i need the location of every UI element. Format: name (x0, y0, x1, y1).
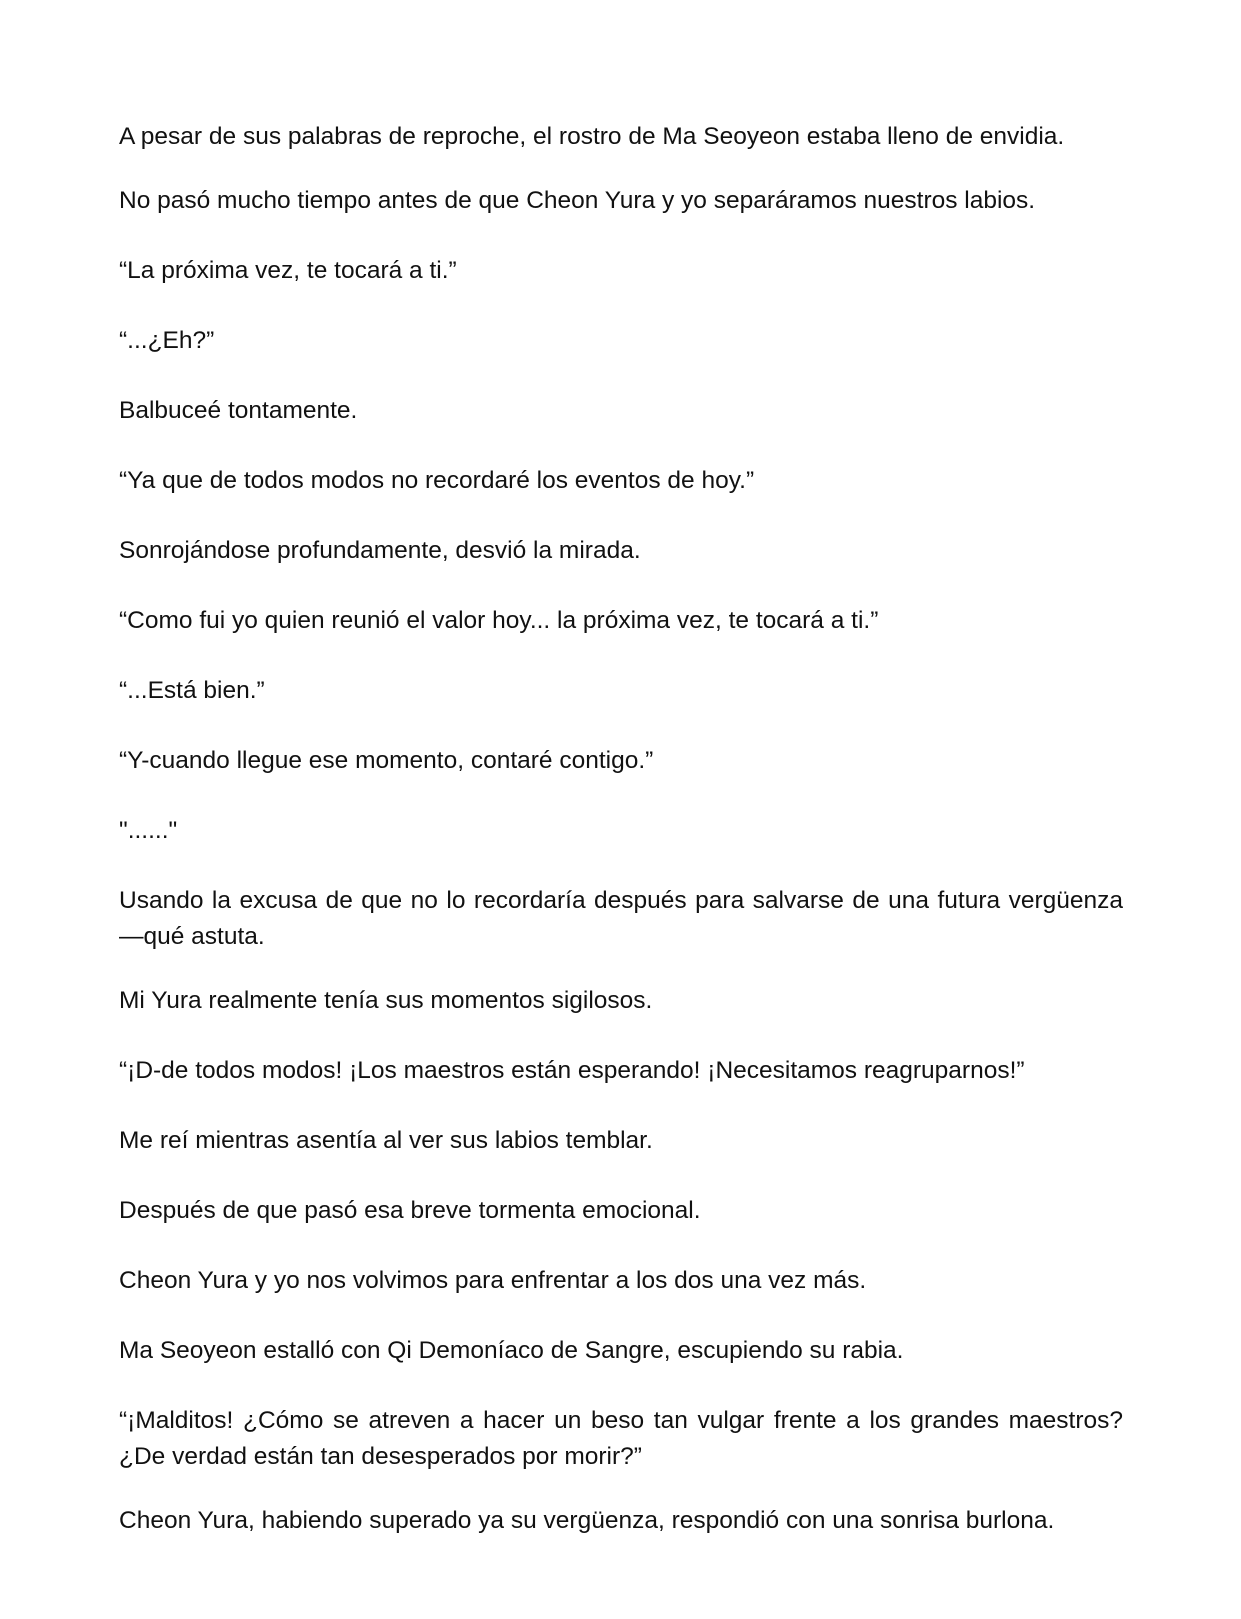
paragraph-13: Mi Yura realmente tenía sus momentos sigilosos. (119, 987, 653, 1014)
paragraph-8: “Como fui yo quien reunió el valor hoy... la próxima vez, te tocará a ti.” (119, 607, 879, 634)
paragraph-4: “...¿Eh?” (119, 327, 215, 354)
paragraph-19: “¡Malditos! ¿Cómo se atreven a hacer un beso tan vulgar frente a los grandes maestros? ¿De verdad están tan desesperados por morir?” (119, 1407, 1123, 1470)
paragraph-14: “¡D-de todos modos! ¡Los maestros están esperando! ¡Necesitamos reagruparnos!” (119, 1057, 1025, 1084)
paragraph-1: A pesar de sus palabras de reproche, el rostro de Ma Seoyeon estaba lleno de envidia. (119, 123, 1065, 150)
paragraph-18: Ma Seoyeon estalló con Qi Demoníaco de Sangre, escupiendo su rabia. (119, 1337, 904, 1364)
paragraph-16: Después de que pasó esa breve tormenta emocional. (119, 1197, 701, 1224)
paragraph-11: "......" (119, 817, 178, 844)
paragraph-7: Sonrojándose profundamente, desvió la mirada. (119, 537, 641, 564)
paragraph-9: “...Está bien.” (119, 677, 265, 704)
paragraph-12: Usando la excusa de que no lo recordaría después para salvarse de una futura vergüenza—qué astuta. (119, 887, 1123, 950)
paragraph-20: Cheon Yura, habiendo superado ya su vergüenza, respondió con una sonrisa burlona. (119, 1507, 1055, 1534)
paragraph-15: Me reí mientras asentía al ver sus labios temblar. (119, 1127, 653, 1154)
paragraph-5: Balbuceé tontamente. (119, 397, 358, 424)
paragraph-6: “Ya que de todos modos no recordaré los eventos de hoy.” (119, 467, 755, 494)
paragraph-17: Cheon Yura y yo nos volvimos para enfrentar a los dos una vez más. (119, 1267, 867, 1294)
paragraph-3: “La próxima vez, te tocará a ti.” (119, 257, 457, 284)
paragraph-10: “Y-cuando llegue ese momento, contaré contigo.” (119, 747, 654, 774)
paragraph-2: No pasó mucho tiempo antes de que Cheon Yura y yo separáramos nuestros labios. (119, 187, 1036, 214)
